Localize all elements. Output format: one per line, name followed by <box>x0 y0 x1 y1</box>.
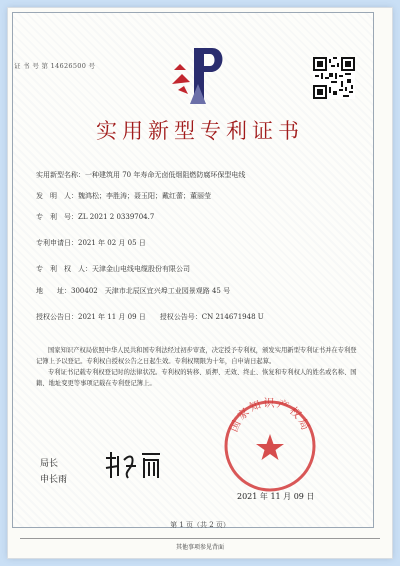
field-patentee <box>36 265 190 274</box>
certificate-body <box>36 346 358 390</box>
page-number: 第 1 页（共 2 页） <box>170 521 230 529</box>
body-paragraph: 国家知识产权局依照中华人民共和国专利法经过初步审查，决定授予专利权，颁发实用新型专利证书并在专利登记簿上予以登记。专利权自授权公告之日起生效。专利权期限为十年，自申请日起算。 <box>36 347 357 365</box>
field-label: 实用新型名称： <box>36 171 85 179</box>
director-name: 申长雨 <box>40 475 68 485</box>
field-value: 2021 年 11 月 09 日 授权公告号：CN 214671948 U <box>78 313 264 321</box>
field-patent-number <box>36 213 154 222</box>
director-signature <box>102 448 164 484</box>
body-paragraph: 专利证书记载专利权登记时的法律状况。专利权的转移、质押、无效、终止、恢复和专利权人的姓名或名称、国籍、地址变更等事项记载在专利登记簿上。 <box>36 369 357 387</box>
field-label: 发 明 人： <box>36 192 78 200</box>
footer-divider <box>20 538 380 539</box>
field-value: 2021 年 02 月 05 日 <box>78 239 146 247</box>
footer-note: 其他事项参见背面 <box>175 544 224 551</box>
certificate-title: 实用新型专利证书 <box>96 119 304 143</box>
director-label: 局长 <box>40 459 59 469</box>
qr-code-icon <box>313 57 355 99</box>
seal-text: 国家知识产权局 <box>227 396 313 434</box>
field-label: 专 利 权 人： <box>36 265 92 273</box>
field-grant-date <box>36 313 264 322</box>
field-label: 授权公告日： <box>36 313 78 321</box>
field-address <box>36 287 230 296</box>
seal-date: 2021 年 11 月 09 日 <box>237 492 315 501</box>
certificate-number: 证 书 号 第 14626500 号 <box>14 62 96 70</box>
patent-office-emblem-icon <box>168 44 230 110</box>
official-seal-icon <box>220 396 320 496</box>
field-label: 专利申请日： <box>36 239 78 247</box>
field-value: ZL 2021 2 0339704.7 <box>78 213 155 221</box>
field-label: 地 址： <box>36 287 71 295</box>
field-application-date <box>36 239 146 248</box>
field-utility-model-name <box>36 171 245 180</box>
svg-text:国家知识产权局 <box>227 396 313 433</box>
field-value: 天津金山电线电缆股份有限公司 <box>92 265 190 273</box>
field-inventors <box>36 192 211 201</box>
field-value: 一种建筑用 70 年寿命无卤低烟阻燃防腐环保型电线 <box>85 171 246 179</box>
field-value: 魏鸿松；李胜涛；聂玉阳；戴红蕾；董丽莹 <box>78 192 211 200</box>
field-value: 300402 天津市北辰区宜兴埠工业园景观路 45 号 <box>71 287 231 295</box>
field-label: 专 利 号： <box>36 213 78 221</box>
